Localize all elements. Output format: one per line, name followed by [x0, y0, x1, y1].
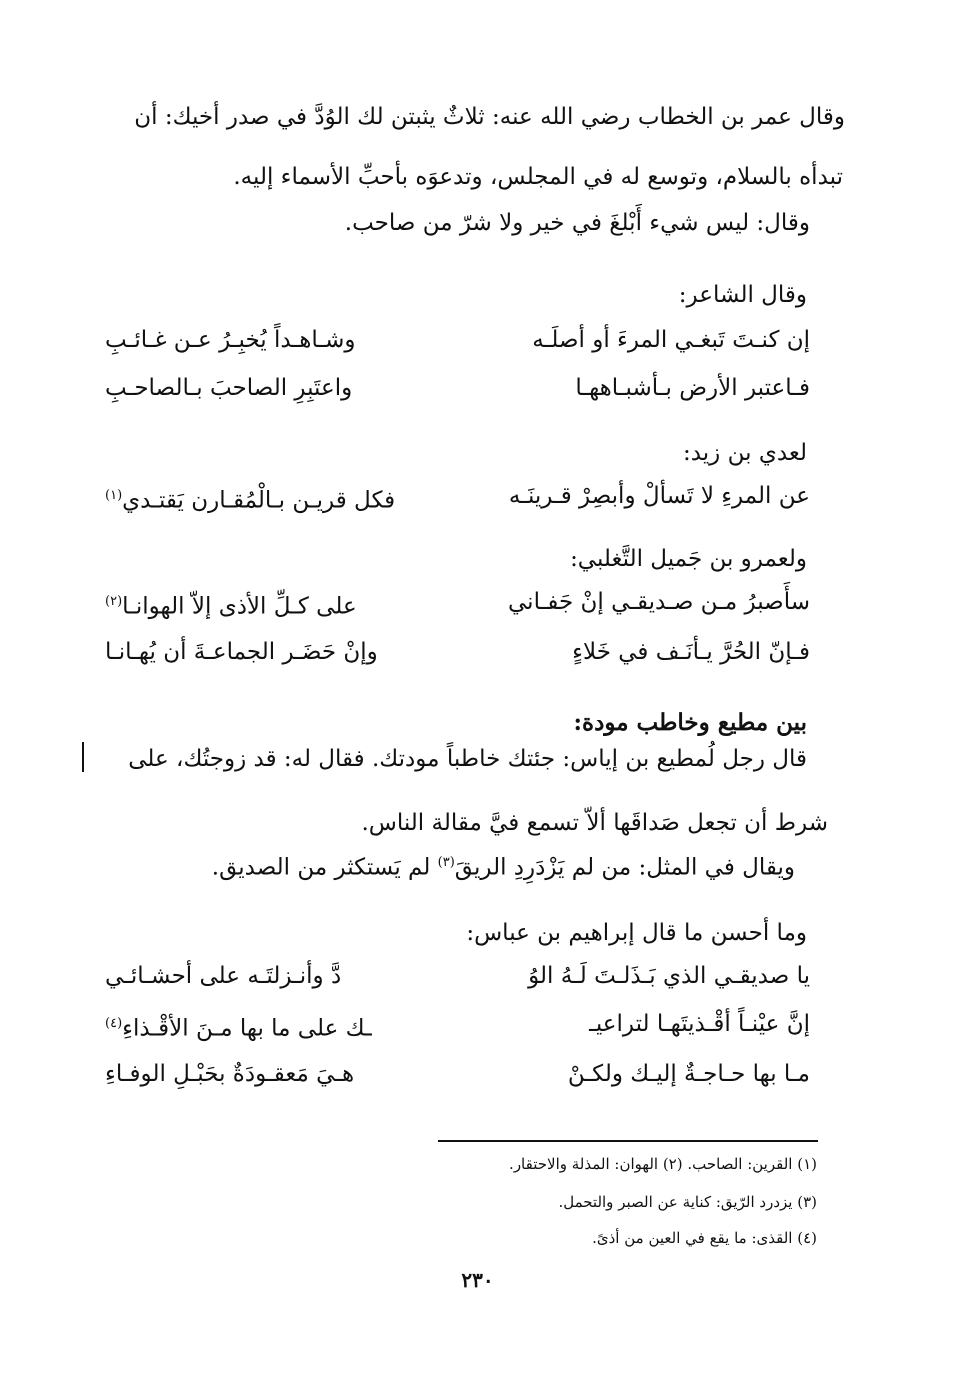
hemistich-second: [105, 474, 395, 523]
poet1-verse-1: [105, 318, 810, 362]
intro-line-2: تبدأه بالسلام، وتوسع له في المجلس، وتدعوَه بأحبِّ الأسماء إليه.: [233, 164, 843, 190]
section2-heading: بين مطيع وخاطب مودة:: [573, 709, 807, 736]
footnote-2: (٣) يزدرد الرّيق: كناية عن الصبر والتحمل.: [558, 1193, 817, 1211]
footnote-ref-2: (٢): [105, 594, 123, 609]
margin-mark: [82, 742, 84, 772]
page-number: ٢٣٠: [461, 1268, 494, 1292]
footnote-ref-1: (١): [105, 488, 123, 503]
hemistich-first: فـإنّ الحُرَّ يـأنَـف في خَلاءٍ: [572, 639, 810, 665]
hemistich-first: إنَّ عيْنـاً أقْـذيتَهـا لتراعيـ: [589, 1011, 810, 1037]
proverb-text-a: ويقال في المثل: من لم يَزْدَرِدِ الريقَ: [454, 854, 795, 881]
hemistich-text: ـك على ما بها مـنَ الأقْـذاءِ: [122, 1015, 372, 1042]
hemistich-first: فـاعتبر الأرض بـأشبـاههـا: [575, 375, 810, 401]
poet4-heading: وما أحسن ما قال إبراهيم بن عباس:: [466, 920, 807, 946]
poet2-heading: لعدي بن زيد:: [682, 440, 807, 466]
hemistich-first: عن المرءِ لا تَسألْ وأبصِرْ قـرينَـه: [508, 483, 810, 509]
footnote-1: (١) القرين: الصاحب. (٢) الهوان: المذلة والاحتقار.: [509, 1155, 817, 1173]
section2-line-3: [212, 846, 795, 885]
hemistich-first: إن كنـتَ تَبغـي المرءَ أو أصلَـه: [532, 327, 810, 353]
intro-line-3: وقال: ليس شيء أَبْلغَ في خير ولا شرّ من صاحب.: [344, 210, 810, 236]
hemistich-second: هـيَ مَعقـودَةٌ بحَبْـلِ الوفـاءِ: [105, 1061, 355, 1087]
intro-line-1: وقال عمر بن الخطاب رضي الله عنه: ثلاثٌ يثبتن لك الوُدَّ في صدر أخيك: أن: [134, 104, 845, 130]
footnote-ref-3: (٣): [437, 855, 455, 870]
poet4-verse-2: [105, 1002, 810, 1046]
hemistich-second: [105, 580, 357, 629]
hemistich-second: واعتَبِرِ الصاحبَ بـالصاحـبِ: [105, 375, 353, 401]
footnote-ref-4: (٤): [105, 1016, 123, 1031]
hemistich-second: وشـاهـداً يُخبِـرُ عـن غـائـبِ: [105, 327, 356, 353]
section2-line-1: قال رجل لُمطيع بن إياس: جئتك خاطباً مودتك. فقال له: قد زوجتُك، على: [128, 746, 807, 772]
proverb-text-b: لم يَستكثر من الصديق.: [211, 854, 438, 881]
poet3-verse-2: [105, 630, 810, 674]
poet1-verse-2: [105, 366, 810, 410]
hemistich-first: سأَصبرُ مـن صـديقـي إنْ جَفـاني: [508, 589, 810, 615]
poet4-verse-1: [105, 954, 810, 998]
poet1-heading: وقال الشاعر:: [678, 282, 807, 308]
footnote-divider: [438, 1140, 818, 1142]
poet3-heading: ولعمرو بن جَميل التَّغلبي:: [570, 546, 807, 572]
hemistich-second: [105, 1002, 372, 1051]
poet4-verse-3: [105, 1052, 810, 1096]
hemistich-first: يا صديقـي الذي بَـذَلـتَ لَـهُ الوُ: [528, 963, 810, 989]
poet2-verse-1: [105, 474, 810, 518]
hemistich-second: دَّ وأنـزلتَـه على أحشـائـي: [105, 963, 342, 989]
hemistich-text: فكل قريـن بـالْمُقـارن يَقتـدي: [122, 487, 396, 514]
hemistich-second: وإنْ حَضَـر الجماعـةَ أن يُهـانـا: [105, 639, 378, 665]
section2-line-2: شرط أن تجعل صَداقَها ألاّ تسمع فيَّ مقالة الناس.: [361, 810, 828, 836]
poet3-verse-1: [105, 580, 810, 624]
hemistich-text: على كـلِّ الأذى إلاّ الهوانـا: [122, 593, 357, 620]
footnote-3: (٤) القذى: ما يقع في العين من أذىً.: [592, 1229, 817, 1247]
hemistich-first: مـا بها حـاجـةٌ إليـك ولكـنْ: [567, 1061, 810, 1087]
